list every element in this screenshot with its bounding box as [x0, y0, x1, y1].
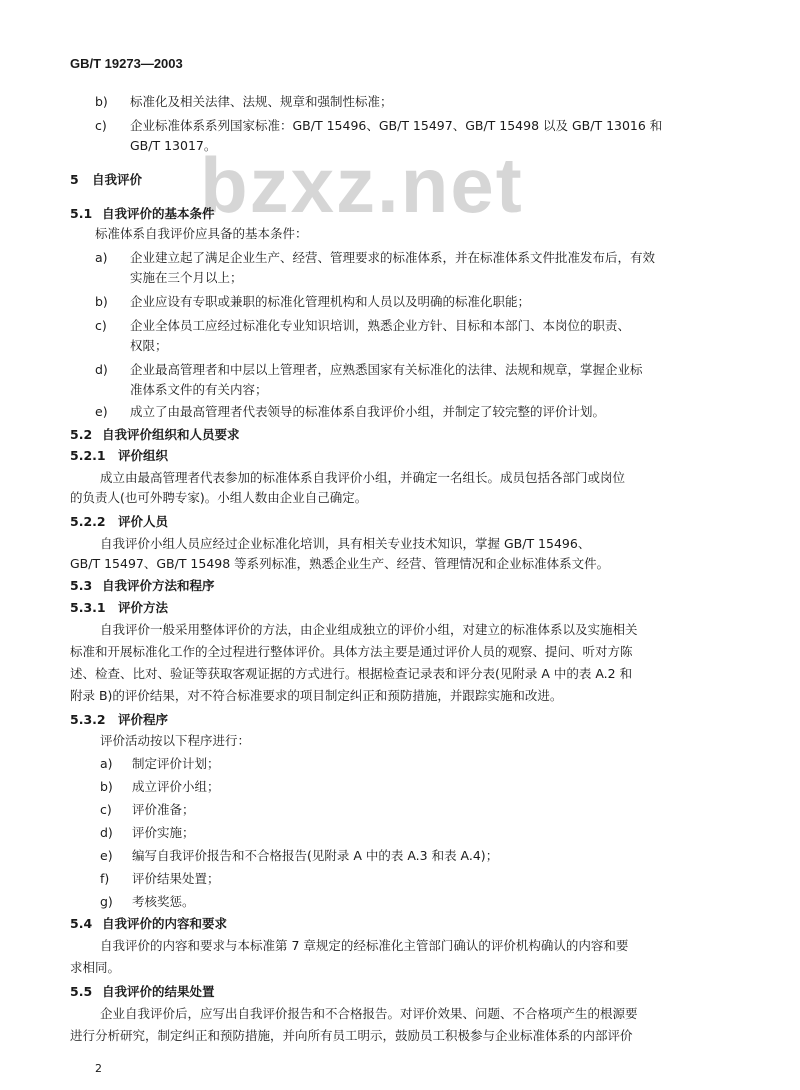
watermark: bzxz.net: [200, 141, 524, 229]
list-item-text: 评价结果处置；: [132, 871, 220, 886]
list-item-continuation: 准体系文件的有关内容；: [130, 382, 268, 397]
list-item: [100, 869, 220, 889]
paragraph: 自我评价小组人员应经过企业标准化培训，具有相关专业技术知识，掌握 GB/T 15496、: [100, 536, 591, 551]
list-item: [100, 846, 498, 866]
list-item-label: d): [95, 362, 108, 377]
section-title: 评价人员: [118, 514, 169, 529]
list-item-label: b): [95, 94, 108, 109]
paragraph-continuation: 的负责人(也可外聘专家)。小组人数由企业自己确定。: [70, 490, 368, 505]
list-item-label: c): [95, 318, 107, 333]
section-number: 5.3.1: [70, 600, 106, 615]
list-item-label: d): [100, 825, 113, 840]
list-item-continuation: 实施在三个月以上；: [130, 270, 243, 285]
section-title: 评价方法: [118, 600, 169, 615]
section-heading: [70, 914, 227, 934]
section-title: 自我评价方法和程序: [102, 578, 215, 593]
section-title: 自我评价: [92, 172, 143, 187]
paragraph-continuation: GB/T 15497、GB/T 15498 等系列标准，熟悉企业生产、经营、管理情况和企业标准体系文件。: [70, 556, 610, 571]
list-item-continuation: GB/T 13017。: [130, 138, 217, 153]
list-item-text: 企业应设有专职或兼职的标准化管理机构和人员以及明确的标准化职能；: [130, 294, 531, 309]
list-item-label: a): [100, 756, 113, 771]
section-heading: [70, 512, 168, 532]
list-item: [100, 777, 220, 797]
page-number: 2: [95, 1062, 102, 1075]
section-title: 评价程序: [118, 712, 169, 727]
list-item-text: 评价实施；: [132, 825, 195, 840]
list-item-text: 企业全体员工应经过标准化专业知识培训，熟悉企业方针、目标和本部门、本岗位的职责、: [130, 318, 631, 333]
section-number: 5.2.2: [70, 514, 106, 529]
paragraph: 自我评价的内容和要求与本标准第 7 章规定的经标准化主管部门确认的评价机构确认的内容和要: [100, 938, 629, 953]
section-number: 5.2: [70, 427, 93, 442]
list-item-label: b): [100, 779, 113, 794]
section-title: 评价组织: [118, 448, 169, 463]
paragraph: 标准体系自我评价应具备的基本条件：: [95, 226, 308, 241]
paragraph-continuation: 标准和开展标准化工作的全过程进行整体评价。具体方法主要是通过评价人员的观察、提问、听对方陈: [70, 644, 633, 659]
list-item-label: g): [100, 894, 113, 909]
list-item-text: 成立评价小组；: [132, 779, 220, 794]
section-title: 自我评价的结果处置: [102, 984, 215, 999]
section-number: 5.3: [70, 578, 93, 593]
list-item-text: 标准化及相关法律、法规、规章和强制性标准；: [130, 94, 393, 109]
list-item: [100, 892, 195, 912]
section-heading: [70, 576, 215, 596]
paragraph: 评价活动按以下程序进行：: [100, 733, 251, 748]
section-heading: [70, 204, 215, 224]
section-number: 5: [70, 172, 79, 187]
paragraph: 企业自我评价后，应写出自我评价报告和不合格报告。对评价效果、问题、不合格项产生的根源要: [100, 1006, 638, 1021]
section-heading: [70, 598, 168, 618]
paragraph: 自我评价一般采用整体评价的方法，由企业组成独立的评价小组，对建立的标准体系以及实施相关: [100, 622, 638, 637]
paragraph: 成立由最高管理者代表参加的标准体系自我评价小组，并确定一名组长。成员包括各部门或岗位: [100, 470, 626, 485]
section-heading: [70, 425, 240, 445]
paragraph-continuation: 附录 B)的评价结果，对不符合标准要求的项目制定纠正和预防措施，并跟踪实施和改进。: [70, 688, 563, 703]
list-item-text: 成立了由最高管理者代表领导的标准体系自我评价小组，并制定了较完整的评价计划。: [130, 404, 606, 419]
list-item-label: e): [100, 848, 113, 863]
list-item: [95, 248, 655, 268]
list-item: [100, 754, 220, 774]
list-item: [95, 316, 630, 336]
list-item-text: 企业标准体系系列国家标准：GB/T 15496、GB/T 15497、GB/T 15498 以及 GB/T 13016 和: [130, 118, 663, 133]
list-item: [95, 402, 605, 422]
section-heading: [70, 446, 168, 466]
standard-number-header: GB/T 19273—2003: [70, 56, 183, 71]
list-item: [100, 823, 195, 843]
list-item-label: c): [95, 118, 107, 133]
section-heading: [70, 982, 215, 1002]
list-item: [100, 800, 195, 820]
list-item-text: 编写自我评价报告和不合格报告(见附录 A 中的表 A.3 和表 A.4)；: [132, 848, 499, 863]
section-title: 自我评价的基本条件: [102, 206, 215, 221]
section-number: 5.4: [70, 916, 93, 931]
section-heading: [70, 170, 142, 190]
section-number: 5.2.1: [70, 448, 106, 463]
list-item: [95, 116, 662, 136]
list-item-text: 企业最高管理者和中层以上管理者，应熟悉国家有关标准化的法律、法规和规章，掌握企业标: [130, 362, 643, 377]
paragraph-continuation: 求相同。: [70, 960, 121, 975]
list-item-label: b): [95, 294, 108, 309]
list-item-label: c): [100, 802, 112, 817]
list-item: [95, 360, 643, 380]
list-item-label: f): [100, 871, 110, 886]
list-item-continuation: 权限；: [130, 338, 168, 353]
section-heading: [70, 710, 168, 730]
list-item-text: 考核奖惩。: [132, 894, 195, 909]
section-title: 自我评价组织和人员要求: [102, 427, 240, 442]
section-number: 5.3.2: [70, 712, 106, 727]
list-item-text: 制定评价计划；: [132, 756, 220, 771]
section-number: 5.5: [70, 984, 93, 999]
list-item: [95, 92, 393, 112]
list-item-text: 企业建立起了满足企业生产、经营、管理要求的标准体系，并在标准体系文件批准发布后，有效: [130, 250, 656, 265]
section-number: 5.1: [70, 206, 93, 221]
list-item: [95, 292, 530, 312]
list-item-label: e): [95, 404, 108, 419]
list-item-label: a): [95, 250, 108, 265]
section-title: 自我评价的内容和要求: [102, 916, 228, 931]
list-item-text: 评价准备；: [132, 802, 195, 817]
paragraph-continuation: 进行分析研究，制定纠正和预防措施，并向所有员工明示，鼓励员工积极参与企业标准体系的内部评价: [70, 1028, 633, 1043]
paragraph-continuation: 述、检查、比对、验证等获取客观证据的方式进行。根据检查记录表和评分表(见附录 A 中的表 A.2 和: [70, 666, 633, 681]
